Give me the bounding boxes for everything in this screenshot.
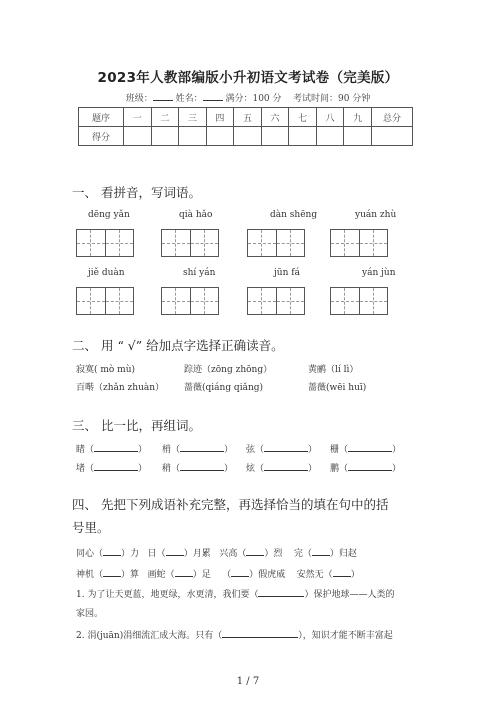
idiom-text: 神机 [76,570,95,580]
score-table-header-row [79,108,413,127]
idiom-row: 同心（ ）力 日（ ）月累 兴高（ ）烈 完（ ）归赵 [76,545,357,559]
section-4-title: 四、 先把下列成语补充完整，再选择恰当的填在句中的括 [72,497,389,512]
pinyin: dēng yǎn [88,210,130,220]
reading-choice[interactable]: 黄鹂（lí lì） [308,365,359,375]
table-cell: 四 [206,108,234,127]
page-number: 1 / 7 [236,676,260,687]
score-cell[interactable] [344,127,372,146]
idiom-text: 画蛇 [147,570,166,580]
score-table [78,107,413,146]
grid-cell[interactable] [359,230,387,256]
table-cell: 五 [234,108,262,127]
sentence-text: 2. 涓(juān)涓细流汇成大海。只有（ [76,631,223,641]
section-4-title-cont: 号里。 [72,520,110,535]
idiom-text: 烈 [273,549,283,559]
word-blank[interactable] [180,460,224,471]
page-title: 2023年人教部编版小升初语文考试卷（完美版） [97,70,399,86]
name-blank[interactable] [203,91,223,101]
idiom-blank[interactable] [246,545,264,556]
table-cell: 七 [289,108,317,127]
word-blank[interactable] [264,460,308,471]
idiom-text: 假虎威 [258,570,286,580]
idiom-blank[interactable] [166,545,184,556]
idiom-row: 神机（ ）算 画蛇（ ）足 （ ）假虎威 安然无（ ） [76,566,360,580]
writing-grid[interactable] [161,287,219,315]
idiom-text: 月累 [192,549,211,559]
reading-choice[interactable]: 踪迹（zōng zhōng） [184,365,273,375]
score-cell[interactable] [179,127,207,146]
sentence-text: ）保护地球——人类的 [304,590,395,600]
idiom-blank[interactable] [103,566,121,577]
idiom-text: 日 [147,549,157,559]
sentence-1 [76,586,394,600]
table-cell: 题序 [79,108,124,127]
character: 栅 [330,445,340,455]
idiom-text: 算 [130,570,140,580]
idiom-text: 归赵 [338,549,357,559]
reading-choice[interactable]: 蔷薇(qiáng qiǎng) [184,383,264,393]
compare-item: 睹（ ） [76,441,147,455]
reading-choice[interactable]: 百啭（zhǎn zhuàn） [76,383,165,393]
grid-cell[interactable] [162,288,190,314]
full-score: 满分：100 分 [225,94,282,104]
table-cell: 九 [344,108,372,127]
table-cell: 八 [316,108,344,127]
character: 炫 [246,464,256,474]
pinyin: jiě duàn [88,268,125,278]
writing-grid[interactable] [76,287,134,315]
grid-cell[interactable] [190,230,218,256]
sentence-1-cont: 家园。 [76,609,104,619]
sentence-text: 1. 为了让天更蓝，地更绿，水更清，我们要（ [76,590,259,600]
reading-choice[interactable]: 蔷薇(wēi huī) [308,383,367,393]
character: 梢 [162,445,172,455]
writing-grid[interactable] [330,229,388,257]
pinyin: dàn shēng [270,210,318,220]
idiom-blank[interactable] [231,566,249,577]
idiom-text: 兴高 [219,549,238,559]
score-cell[interactable] [316,127,344,146]
compare-item: 梢（ ） [162,441,233,455]
score-cell[interactable] [206,127,234,146]
compare-item: 堵（ ） [76,460,147,474]
score-cell[interactable] [124,127,152,146]
compare-item: 炫（ ） [246,460,317,474]
section-1-title: 一、 看拼音，写词语。 [72,185,201,200]
writing-grid[interactable] [330,287,388,315]
idiom-blank[interactable] [175,566,193,577]
writing-grid[interactable] [247,287,305,315]
score-cell[interactable] [261,127,289,146]
word-blank[interactable] [94,441,138,452]
grid-cell[interactable] [276,230,304,256]
word-blank[interactable] [94,460,138,471]
grid-cell[interactable] [248,230,276,256]
idiom-text: 完 [293,549,303,559]
table-cell: 六 [261,108,289,127]
class-label: 班级： [125,94,153,104]
score-cell[interactable] [151,127,179,146]
character: 睹 [76,445,86,455]
grid-cell[interactable] [162,230,190,256]
idiom-text: 同心 [76,549,95,559]
sentence-2 [76,627,393,641]
grid-cell[interactable] [248,288,276,314]
idiom-text: 安然无 [296,570,324,580]
score-cell[interactable] [289,127,317,146]
score-cell[interactable] [234,127,262,146]
exam-time: 考试时间：90 分钟 [292,94,371,104]
grid-cell[interactable] [331,230,359,256]
grid-cell[interactable] [77,288,105,314]
word-blank[interactable] [348,460,392,471]
grid-cell[interactable] [276,288,304,314]
character: 弦 [246,445,256,455]
grid-cell[interactable] [105,288,133,314]
exam-info [0,91,496,104]
compare-item: 栅（ ） [330,441,401,455]
idiom-blank[interactable] [103,545,121,556]
idiom-blank[interactable] [333,566,351,577]
grid-cell[interactable] [190,288,218,314]
section-2-title: 二、 用 “ √” 给加点字选择正确读音。 [72,338,284,353]
word-blank[interactable] [348,441,392,452]
grid-cell[interactable] [77,230,105,256]
grid-cell[interactable] [331,288,359,314]
pinyin: qià hǎo [179,210,213,220]
idiom-text: 力 [130,549,140,559]
pinyin: shí yán [183,268,216,278]
writing-grid[interactable] [76,229,134,257]
sentence-blank[interactable] [222,627,298,638]
idiom-blank[interactable] [312,545,330,556]
name-label: 姓名： [175,94,203,104]
sentence-text: ），知识才能不断丰富起 [298,631,393,641]
score-cell[interactable] [372,127,413,146]
table-cell: 三 [179,108,207,127]
grid-cell[interactable] [359,288,387,314]
compare-item: 稍（ ） [162,460,233,474]
table-cell: 一 [124,108,152,127]
writing-grid[interactable] [247,229,305,257]
table-cell: 二 [151,108,179,127]
character: 稍 [162,464,172,474]
compare-item: 弦（ ） [246,441,317,455]
sentence-blank[interactable] [258,586,304,597]
reading-choice[interactable]: 寂寞( mò mù) [76,365,136,375]
compare-item: 鹏（ ） [330,460,401,474]
pinyin: yán jùn [362,268,396,278]
pinyin: jūn fá [274,268,300,278]
word-blank[interactable] [264,441,308,452]
pinyin: yuán zhù [355,210,397,220]
section-3-title: 三、 比一比，再组词。 [72,418,201,433]
character: 堵 [76,464,86,474]
word-blank[interactable] [180,441,224,452]
writing-grid[interactable] [161,229,219,257]
table-cell: 得分 [79,127,124,146]
idiom-text: 足 [201,570,211,580]
class-blank[interactable] [153,91,173,101]
score-table-score-row [79,127,413,146]
table-cell: 总分 [372,108,413,127]
grid-cell[interactable] [105,230,133,256]
character: 鹏 [330,464,340,474]
